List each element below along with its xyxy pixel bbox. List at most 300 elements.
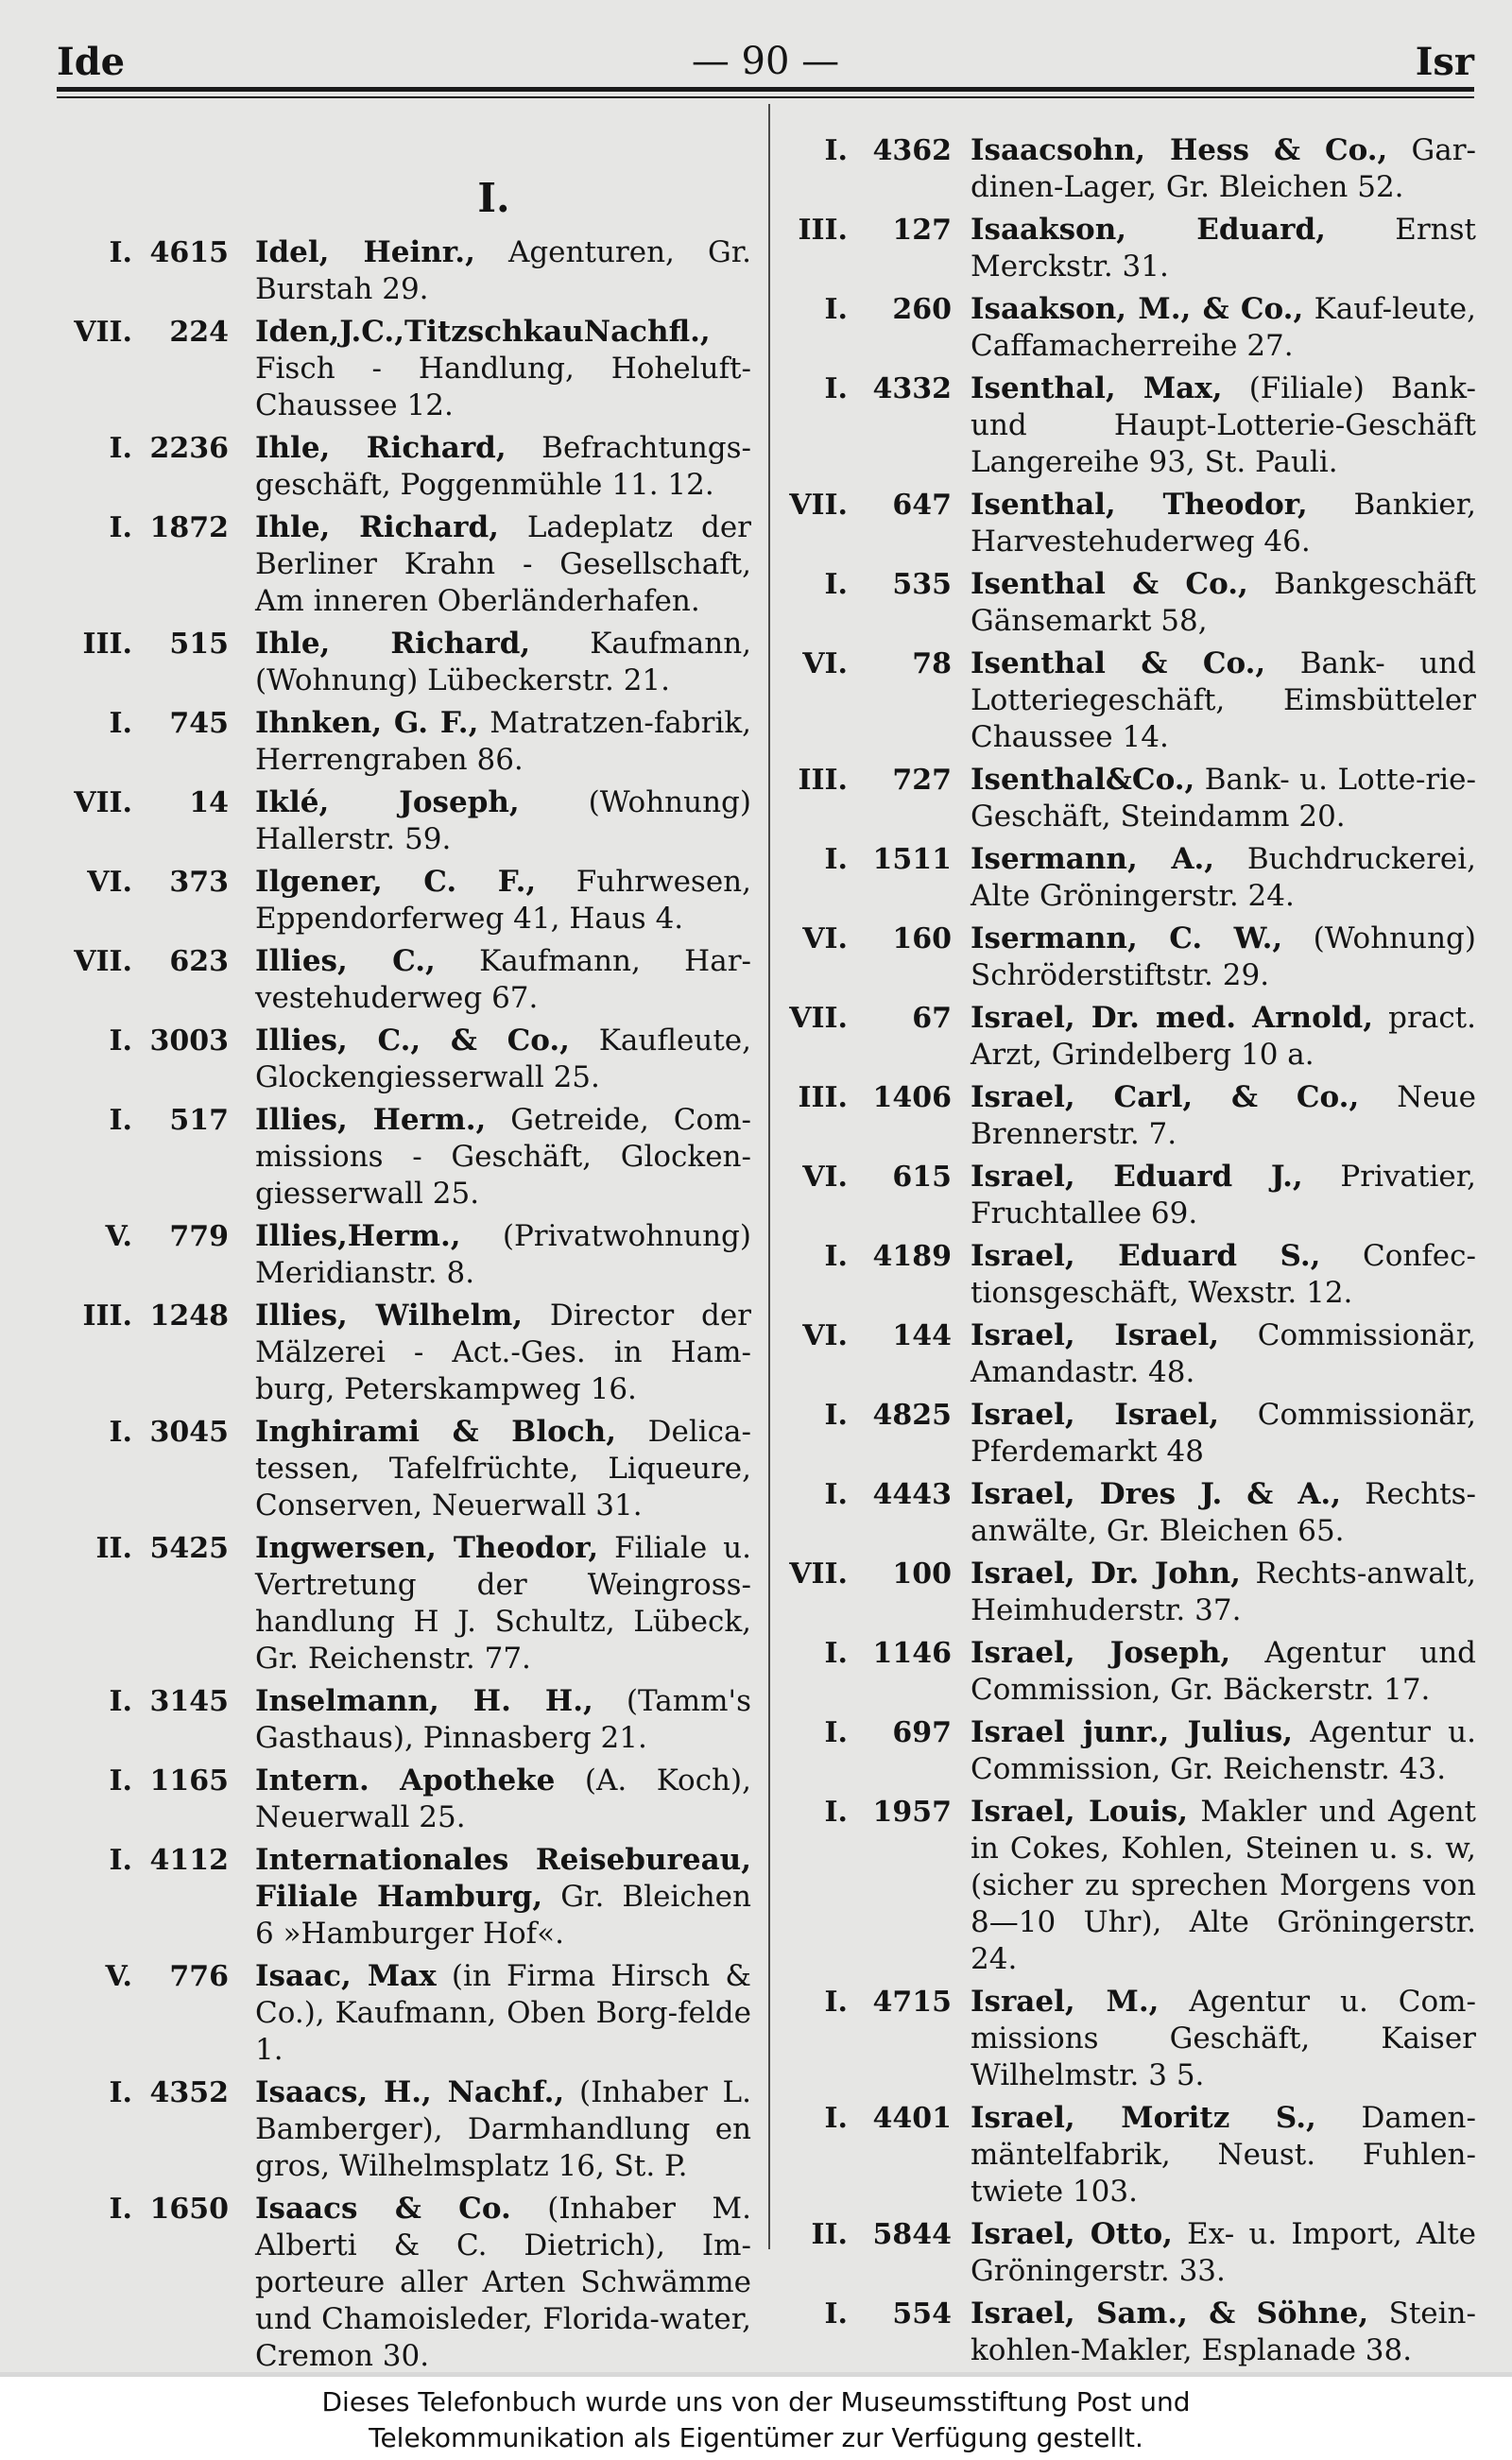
phone-number: 1248 [149,1299,229,1333]
entry-text [255,1218,751,1292]
entry-text [255,1102,751,1213]
directory-entry [57,943,751,1017]
entry-phone [777,1397,971,1471]
entry-name: Idel, Heinr., [255,235,475,269]
entry-details: Agentur u. Commission, Gr. Reichenstr. 43. [971,1715,1476,1786]
section-letter: I. [477,175,510,221]
exchange-district: II. [811,2218,848,2251]
entry-text [971,212,1476,285]
phone-number: 78 [912,647,952,680]
directory-entry [57,1683,751,1757]
phone-number: 4401 [872,2102,952,2135]
directory-entry [57,864,751,938]
entry-text [255,626,751,699]
directory-entry [777,1794,1476,1978]
directory-entry [57,2074,751,2185]
entry-text [971,2100,1476,2211]
entry-text [971,566,1476,640]
phone-number: 5844 [872,2218,952,2251]
exchange-district: III. [798,764,848,797]
entry-details: (in Firma Hirsch & Co.), Kaufmann, Oben Borg-felde 1. [255,1959,751,2067]
entry-name: Israel, Joseph, [971,1636,1231,1670]
phone-number: 1957 [872,1796,952,1829]
exchange-district: I. [109,1024,132,1058]
entry-name: Isermann, A., [971,842,1215,876]
entry-phone [777,1714,971,1788]
entry-details: Confec-tionsgeschäft, Wexstr. 12. [971,1239,1476,1310]
exchange-district: VII. [789,489,848,522]
entry-name: Isaakson, M., & Co., [971,292,1304,326]
phone-number: 776 [169,1960,229,1993]
entry-phone [57,943,255,1017]
entry-text [255,784,751,858]
entry-details: Kauf-leute, Caffamacherreihe 27. [971,292,1476,363]
phone-number: 3003 [149,1024,229,1058]
entry-name: Illies, C., & Co., [255,1024,570,1058]
entry-name: Internationales Reisebureau, Filiale Hamburg, [255,1843,751,1914]
exchange-district: I. [824,2297,848,2331]
entry-phone [777,132,971,206]
entry-phone [57,314,255,424]
entry-name: Intern. Apotheke [255,1763,556,1798]
entry-name: Isenthal & Co., [971,646,1266,680]
exchange-district: I. [109,2193,132,2226]
entry-phone [777,1556,971,1629]
entry-details: (A. Koch), Neuerwall 25. [255,1763,751,1834]
entry-details: Rechts-anwälte, Gr. Bleichen 65. [971,1477,1477,1548]
entry-details: Gar-dinen-Lager, Gr. Bleichen 52. [971,133,1476,204]
directory-entry [777,1476,1476,1550]
entry-phone [777,1635,971,1709]
phone-number: 779 [169,1220,229,1253]
entry-phone [57,1023,255,1096]
entry-phone [57,1842,255,1953]
entry-text [971,1794,1476,1978]
directory-entry [777,1317,1476,1391]
phone-number: 1511 [872,843,952,876]
entry-details: pract. Arzt, Grindelberg 10 a. [971,1001,1476,1072]
entry-details: Privatier, Fruchtallee 69. [971,1160,1476,1230]
entry-name: Israel, M., [971,1985,1160,2019]
directory-entry [777,1238,1476,1312]
entry-details: Bank- und Lotteriegeschäft, Eimsbütteler Chaussee 14. [971,646,1477,754]
entry-phone [777,370,971,481]
entry-details: (Inhaber M. Alberti & C. Dietrich), Im-porteure aller Arten Schwämme und Chamoisleder, Florida-water, Cremon 30. [255,2192,752,2373]
directory-entry [777,132,1476,206]
exchange-district: I. [824,1399,848,1432]
entry-name: Ihnken, G. F., [255,706,479,740]
exchange-district: I. [109,1685,132,1718]
entry-name: Ingwersen, Theodor, [255,1531,599,1565]
phone-number: 4362 [872,134,952,167]
entry-phone [57,705,255,779]
entry-details: (Privatwohnung) Meridianstr. 8. [255,1219,751,1290]
entry-name: Israel, Carl, & Co., [971,1080,1360,1114]
footer-line-1: Dieses Telefonbuch wurde uns von der Museumsstiftung Post und [321,2386,1191,2417]
entry-phone [777,920,971,994]
entry-details: (Filiale) Bank- und Haupt-Lotterie-Geschäft Langereihe 93, St. Pauli. [971,371,1476,479]
entry-phone [57,1763,255,1836]
entry-phone [57,1102,255,1213]
entry-text [255,864,751,938]
entry-phone [777,841,971,915]
entry-name: Iden,J.C.,TitzschkauNachfl., [255,315,711,349]
entry-details: Makler und Agent in Cokes, Kohlen, Steinen u. s. w, (sicher zu sprechen Morgens von 8—10 Uhr), Alte Gröningerstr. 24. [971,1795,1476,1976]
exchange-district: I. [824,1478,848,1511]
entry-text [255,1530,751,1677]
entry-details: Buchdruckerei, Alte Gröningerstr. 24. [971,842,1477,913]
entry-name: Israel, Dr. John, [971,1557,1241,1591]
exchange-district: I. [109,1104,132,1137]
entry-details: Director der Mälzerei - Act.-Ges. in Ham-burg, Peterskampweg 16. [255,1299,751,1406]
entry-text [971,1476,1476,1550]
phone-number: 647 [892,489,952,522]
phone-number: 67 [912,1002,952,1035]
directory-entry [777,645,1476,756]
directory-entry [777,762,1476,835]
phone-number: 517 [169,1104,229,1137]
exchange-district: VI. [87,866,132,899]
entry-name: Israel, Israel, [971,1398,1220,1432]
entry-text [971,487,1476,560]
entry-name: Isaacsohn, Hess & Co., [971,133,1388,167]
directory-entry [57,509,751,620]
directory-entry [57,314,751,424]
entry-text [971,841,1476,915]
entry-phone [777,762,971,835]
entry-phone [57,1958,255,2069]
entry-name: Isenthal&Co., [971,763,1195,797]
entry-name: Illies, C., [255,944,436,978]
exchange-district: I. [824,2102,848,2135]
exchange-district: I. [824,372,848,405]
entry-text [255,1414,751,1524]
entry-phone [57,1530,255,1677]
exchange-district: I. [109,707,132,740]
entry-text [971,920,1476,994]
entry-phone [57,784,255,858]
entry-details: Bankgeschäft Gänsemarkt 58, [971,567,1476,638]
entry-text [971,1000,1476,1074]
entry-name: Isaakson, Eduard, [971,213,1326,247]
exchange-district: III. [82,628,132,661]
phone-number: 4352 [149,2076,229,2109]
entry-phone [57,626,255,699]
exchange-district: VI. [802,1319,848,1352]
entry-details: Delica-tessen, Tafelfrüchte, Liqueure, Conserven, Neuerwall 31. [255,1415,751,1522]
entry-phone [57,1683,255,1757]
exchange-district: VII. [74,945,132,978]
entry-name: Israel, Eduard J., [971,1160,1303,1194]
entry-text [255,430,751,504]
entry-text [971,1635,1476,1709]
entry-phone [777,1476,971,1550]
phone-number: 535 [892,568,952,601]
exchange-district: III. [798,1081,848,1114]
entry-text [971,1556,1476,1629]
entry-text [255,2191,751,2375]
exchange-district: II. [95,1532,132,1565]
entry-text [971,762,1476,835]
page-number: — 90 — [691,40,840,83]
entry-name: Ihle, Richard, [255,431,507,465]
directory-entry [777,1397,1476,1471]
entry-details: (Wohnung) Schröderstiftstr. 29. [971,921,1476,992]
directory-entry [57,1218,751,1292]
phone-number: 697 [892,1716,952,1749]
left-entry-list [57,234,751,2375]
right-column [777,132,1476,2375]
entry-details: Ex- u. Import, Alte Gröningerstr. 33. [971,2217,1476,2288]
directory-entry [777,1556,1476,1629]
phone-number: 127 [892,214,952,247]
exchange-district: VII. [789,1557,848,1591]
entry-name: Israel, Eduard S., [971,1239,1321,1273]
directory-entry [777,566,1476,640]
exchange-district: I. [824,568,848,601]
entry-text [255,234,751,308]
entry-phone [777,1317,971,1391]
left-column [57,123,751,2381]
phone-number: 1650 [149,2193,229,2226]
directory-entry [777,2100,1476,2211]
entry-details: Agenturen, Gr. Burstah 29. [255,235,751,306]
directory-entry [57,1102,751,1213]
directory-entry [57,1530,751,1677]
entry-phone [57,864,255,938]
entry-text [971,1714,1476,1788]
entry-text [255,1958,751,2069]
exchange-district: I. [109,432,132,465]
exchange-district: I. [824,1637,848,1670]
entry-name: Inselmann, H. H., [255,1684,593,1718]
phone-number: 554 [892,2297,952,2331]
entry-details: Agentur und Commission, Gr. Bäckerstr. 17. [971,1636,1477,1707]
entry-details: (Inhaber L. Bamberger), Darmhandlung en gros, Wilhelmsplatz 16, St. P. [255,2075,752,2183]
phone-number: 745 [169,707,229,740]
directory-entry [777,2296,1476,2369]
directory-entry [777,212,1476,285]
entry-phone [57,1218,255,1292]
entry-text [255,2074,751,2185]
entry-details: Kaufleute, Glockengiesserwall 25. [255,1024,751,1094]
directory-entry [57,1023,751,1096]
entry-phone [777,2100,971,2211]
directory-entry [777,841,1476,915]
exchange-district: I. [824,1796,848,1829]
entry-phone [57,1414,255,1524]
exchange-district: I. [824,1986,848,2019]
exchange-district: V. [105,1960,132,1993]
header-first-keyword: Ide [57,40,126,84]
exchange-district: I. [824,843,848,876]
exchange-district: VI. [802,647,848,680]
entry-name: Iklé, Joseph, [255,785,520,819]
exchange-district: I. [824,293,848,326]
entry-phone [57,2074,255,2185]
phone-number: 144 [892,1319,952,1352]
entry-name: Isaacs & Co. [255,2192,511,2226]
exchange-district: I. [109,2076,132,2109]
entry-phone [57,1298,255,1408]
directory-entry [57,1958,751,2069]
phone-number: 4443 [872,1478,952,1511]
entry-phone [777,645,971,756]
directory-entry [57,234,751,308]
entry-name: Ihle, Richard, [255,510,499,544]
entry-text [255,1842,751,1953]
entry-details: Fisch - Handlung, Hoheluft-Chaussee 12. [255,352,751,422]
directory-entry [777,1635,1476,1709]
directory-entry [777,1984,1476,2094]
directory-entry [57,626,751,699]
phone-number: 224 [169,316,229,349]
exchange-district: I. [824,134,848,167]
entry-text [971,132,1476,206]
entry-details: Getreide, Com-missions - Geschäft, Glocken-giesserwall 25. [255,1103,751,1211]
entry-name: Ihle, Richard, [255,627,531,661]
header-rule-thin [57,96,1474,98]
exchange-district: VII. [74,316,132,349]
entry-details: Rechts-anwalt, Heimhuderstr. 37. [971,1557,1476,1627]
exchange-district: I. [109,1764,132,1798]
entry-details: (Tamm's Gasthaus), Pinnasberg 21. [255,1684,751,1755]
exchange-district: I. [109,1416,132,1449]
directory-entry [57,705,751,779]
entry-text [255,705,751,779]
column-divider [768,104,770,2249]
entry-text [971,1079,1476,1153]
entry-text [971,645,1476,756]
entry-text [971,1397,1476,1471]
entry-details: Kaufmann, Har-vestehuderweg 67. [255,944,751,1015]
phone-number: 4332 [872,372,952,405]
entry-name: Inghirami & Bloch, [255,1415,617,1449]
entry-name: Israel, Israel, [971,1318,1220,1352]
entry-phone [777,2216,971,2290]
entry-name: Illies, Wilhelm, [255,1299,524,1333]
entry-phone [57,234,255,308]
phone-number: 1872 [149,511,229,544]
entry-name: Illies, Herm., [255,1103,487,1137]
phone-number: 4112 [149,1844,229,1877]
phone-number: 3145 [149,1685,229,1718]
entry-text [255,314,751,424]
entry-phone [777,1984,971,2094]
entry-text [971,1984,1476,2094]
phone-number: 727 [892,764,952,797]
right-entry-list [777,132,1476,2369]
phone-number: 4825 [872,1399,952,1432]
entry-details: Fuhrwesen, Eppendorferweg 41, Haus 4. [255,865,751,936]
entry-text [255,1763,751,1836]
exchange-district: I. [824,1716,848,1749]
directory-entry [57,784,751,858]
entry-name: Isaac, Max [255,1959,437,1993]
entry-text [255,1023,751,1096]
entry-text [971,291,1476,365]
entry-name: Ilgener, C. F., [255,865,537,899]
phone-number: 100 [892,1557,952,1591]
phone-number: 260 [892,293,952,326]
entry-name: Israel, Moritz S., [971,2101,1316,2135]
entry-name: Israel, Sam., & Söhne, [971,2297,1369,2331]
directory-entry [777,920,1476,994]
entry-text [971,2296,1476,2369]
header-rule-thick [57,87,1474,92]
entry-text [971,370,1476,481]
entry-phone [777,566,971,640]
exchange-district: VI. [802,1161,848,1194]
footer-line-2: Telekommunikation als Eigentümer zur Verfügung gestellt. [369,2422,1143,2453]
entry-phone [777,1000,971,1074]
entry-name: Isenthal & Co., [971,567,1248,601]
entry-details: Matratzen-fabrik, Herrengraben 86. [255,706,751,777]
directory-entry [777,1159,1476,1232]
phone-number: 515 [169,628,229,661]
entry-name: Isaacs, H., Nachf., [255,2075,565,2109]
directory-entry [777,1714,1476,1788]
entry-phone [57,2191,255,2375]
phone-number: 1406 [872,1081,952,1114]
entry-details: Ernst Merckstr. 31. [971,213,1477,284]
exchange-district: I. [109,1844,132,1877]
entry-phone [777,1159,971,1232]
entry-text [255,1298,751,1408]
exchange-district: III. [798,214,848,247]
entry-text [971,2216,1476,2290]
directory-entry [57,1763,751,1836]
entry-name: Israel, Dr. med. Arnold, [971,1001,1373,1035]
entry-details: Damen-mäntelfabrik, Neust. Fuhlen-twiete 103. [971,2101,1477,2209]
directory-entry [777,1000,1476,1074]
entry-text [971,1238,1476,1312]
phone-number: 4189 [872,1240,952,1273]
entry-text [255,509,751,620]
entry-details: Neue Brennerstr. 7. [971,1080,1476,1151]
entry-text [971,1317,1476,1391]
exchange-district: VII. [789,1002,848,1035]
exchange-district: V. [105,1220,132,1253]
directory-entry [57,2191,751,2375]
entry-details: Befrachtungs-geschäft, Poggenmühle 11. 12. [255,431,752,502]
entry-name: Israel, Louis, [971,1795,1189,1829]
entry-details: Bank- u. Lotte-rie-Geschäft, Steindamm 20. [971,763,1476,834]
entry-name: Isermann, C. W., [971,921,1283,955]
footer-note [0,2377,1512,2460]
entry-phone [777,1079,971,1153]
directory-entry [57,1298,751,1408]
entry-phone [777,487,971,560]
directory-entry [777,291,1476,365]
exchange-district: I. [109,236,132,269]
phone-number: 623 [169,945,229,978]
phone-number: 615 [892,1161,952,1194]
entry-phone [777,1238,971,1312]
phone-number: 2236 [149,432,229,465]
header-last-keyword: Isr [1415,40,1474,84]
entry-name: Israel, Otto, [971,2217,1173,2251]
exchange-district: I. [109,511,132,544]
exchange-district: VII. [74,786,132,819]
exchange-district: I. [824,1240,848,1273]
entry-phone [777,1794,971,1978]
directory-entry [777,2216,1476,2290]
directory-entry [777,487,1476,560]
phone-number: 1146 [872,1637,952,1670]
entry-details: Commissionär, Pferdemarkt 48 [971,1398,1476,1469]
directory-entry [57,1842,751,1953]
